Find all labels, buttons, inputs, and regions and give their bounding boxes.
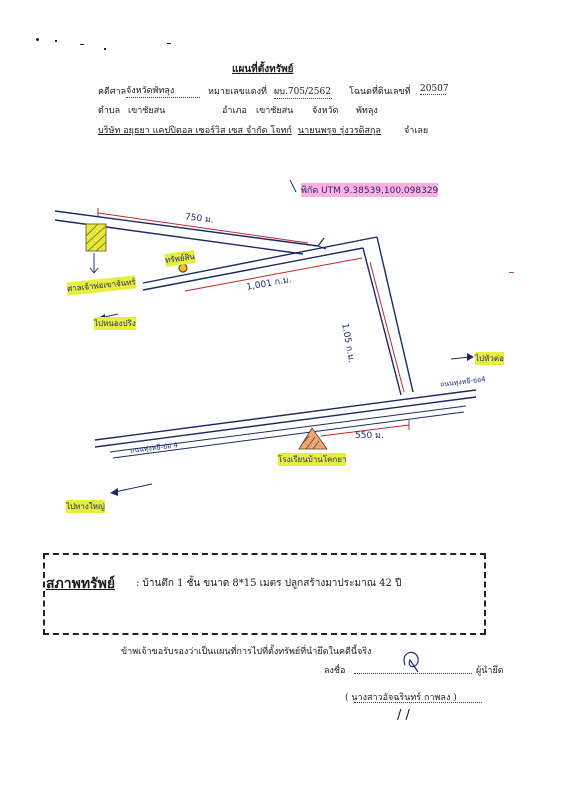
- province-label: จังหวัด: [312, 106, 339, 116]
- distance-top-label: 750 ม.: [184, 212, 215, 226]
- signature-line: [354, 673, 472, 674]
- signer-name: ( นางสาวอัจฉรินทร์ กาพลง ): [345, 693, 457, 703]
- arrow-head: [318, 238, 324, 246]
- pointer-line: [90, 268, 94, 273]
- shrine-label: ศาลเจ้าพ่อเขาจันทร์: [66, 277, 137, 294]
- arrow-head: [467, 353, 474, 361]
- defendant-label: จำเลย: [404, 126, 429, 136]
- distance-bottom-label: 550 ม.: [355, 431, 384, 441]
- school-marker: [299, 428, 327, 449]
- signer-role: ผู้นำยึด: [476, 666, 504, 676]
- road-vertical: [377, 237, 413, 392]
- district-label: อำเภอ: [222, 106, 247, 116]
- road-bottom-label: ถนนทุ่งหยี-ย่อ 4: [129, 441, 179, 455]
- direction-arrow: [115, 484, 152, 492]
- road-bottom: [95, 390, 476, 440]
- case-no-label: หมายเลขแดงที่: [208, 87, 267, 97]
- school-label: โรงเรียนบ้านโคกยา: [278, 455, 347, 464]
- status-label: สภาพทรัพย์: [46, 576, 116, 592]
- property-label: ทรัพย์สิน: [164, 251, 196, 266]
- defendant-name: นายนพรุจ รุ่งวรดิสกุล: [298, 126, 381, 136]
- name-underline: [354, 702, 482, 703]
- signature: [404, 652, 418, 672]
- deed-label: โฉนดที่ดินเลขที่: [349, 87, 411, 97]
- coordinate-label: พิกัด UTM 9.38539,100.098329: [301, 183, 438, 197]
- certify-text: ข้าพเจ้าขอรับรองว่าเป็นแผนที่การไปที่ตั้งทรัพย์ที่นำยึดในคดีนี้จริง: [121, 647, 372, 657]
- arrow-head: [110, 488, 118, 496]
- sign-label: ลงชื่อ: [324, 666, 346, 676]
- road-bottom: [95, 397, 476, 447]
- road-right-label: ถนนทุ่งหยี-ย่อ4: [439, 375, 487, 389]
- province-value: พัทลุง: [356, 106, 378, 116]
- to-left-bottom-label: ไปทางใหญ่: [66, 502, 105, 511]
- subdistrict-label: ตำบล: [98, 106, 121, 116]
- document-title: แผนที่ตั้งทรัพย์: [232, 64, 294, 75]
- status-text: : บ้านตึก 1 ชั้น ขนาด 8*15 เมตร ปลูกสร้างมาประมาณ 42 ปี: [136, 578, 402, 589]
- distance-right-label: 1.05 ก.ม.: [339, 322, 356, 364]
- signed-date: / /: [397, 708, 410, 723]
- distance-middle-label: 1,001 ก.ม.: [245, 275, 293, 293]
- direction-arrow: [290, 180, 296, 192]
- court-label: คดีศาล: [98, 87, 127, 97]
- case-no-value: ผบ.705/2562: [274, 84, 332, 99]
- district-value: เขาชัยสน: [256, 106, 294, 116]
- road-vertical: [363, 248, 401, 395]
- court-value: จังหวัดพัทลุง: [126, 83, 200, 98]
- deed-value: 20507: [420, 84, 449, 94]
- plaintiff-name: บริษัท อยุธยา แคปปิตอล เซอร์วิส เซส จำกัด โจทก์: [98, 126, 292, 136]
- property-marker: [179, 264, 187, 272]
- to-left-middle-label: ไปหนองปริง: [94, 319, 136, 328]
- shrine-marker: [86, 224, 106, 251]
- pointer-line: [94, 268, 98, 273]
- subdistrict-value: เขาชัยสน: [128, 106, 166, 116]
- to-right-label: ไปหัวต่อ: [475, 354, 504, 363]
